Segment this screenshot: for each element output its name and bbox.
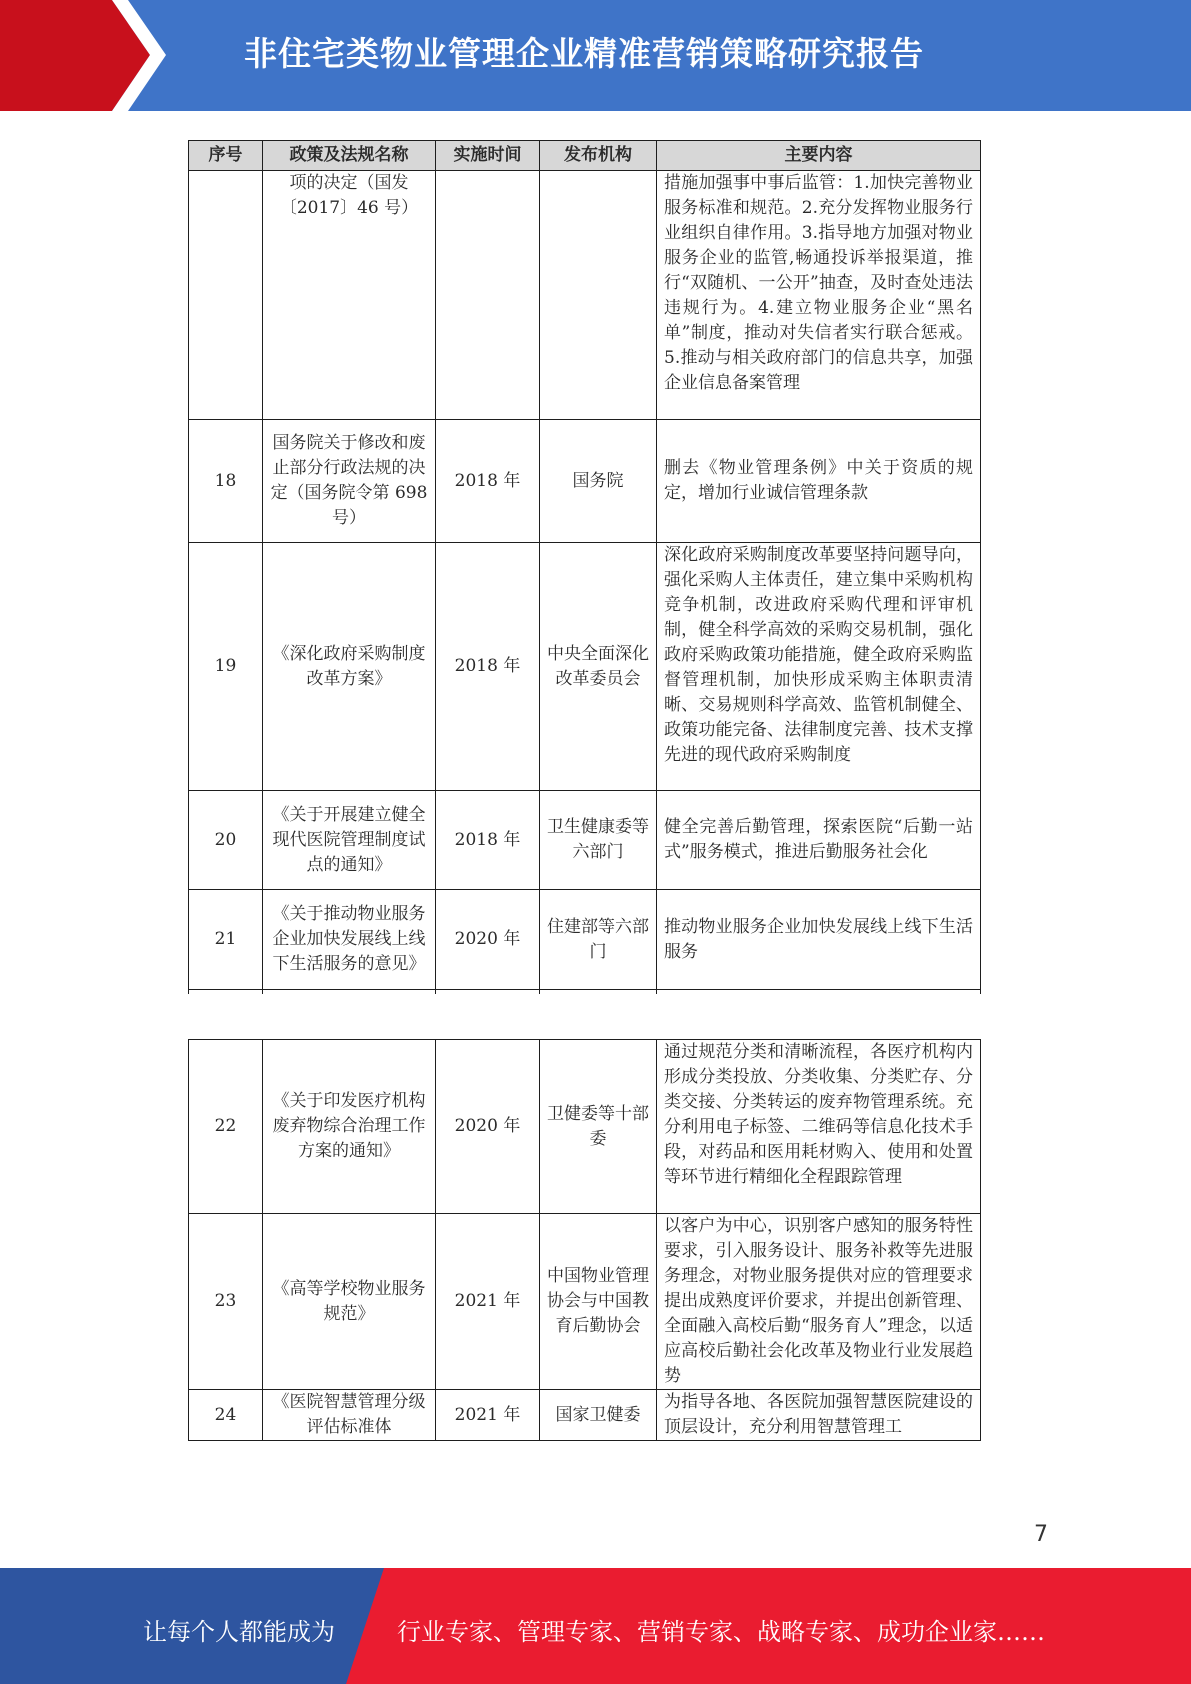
effective-year [436, 171, 540, 420]
column-header-time: 实施时间 [436, 141, 540, 171]
main-content: 以客户为中心，识别客户感知的服务特性要求，引入服务设计、服务补救等先进服务理念，对物业服务提供对应的管理要求提出成熟度评价要求，并提出创新管理、全面融入高校后勤“服务育人”理念，以适应高校后勤社会化改革及物业行业发展趋势 [657, 1214, 981, 1390]
main-content: 深化政府采购制度改革要坚持问题导向，强化采购人主体责任，建立集中采购机构竞争机制，改进政府采购代理和评审机制，健全科学高效的采购交易机制，强化政府采购政策功能措施，健全政府采购监督管理机制，加快形成采购主体职责清晰、交易规则科学高效、监管机制健全、政策功能完备、法律制度完善、技术支撑先进的现代政府采购制度 [657, 543, 981, 791]
row-number: 22 [189, 1040, 263, 1214]
table-row [189, 171, 981, 420]
effective-year: 2020 年 [436, 1040, 540, 1214]
issuing-body: 国家卫健委 [540, 1390, 657, 1441]
column-header-no: 序号 [189, 141, 263, 171]
issuing-body [540, 171, 657, 420]
footer-banner [0, 1568, 1191, 1684]
table-continuation-stub [189, 990, 981, 995]
policy-table-part-2 [188, 1039, 981, 1441]
table-header-row [189, 141, 981, 171]
header-banner [0, 0, 1191, 111]
main-content: 为指导各地、各医院加强智慧医院建设的顶层设计，充分利用智慧管理工 [657, 1390, 981, 1441]
policy-name: 《高等学校物业服务规范》 [263, 1214, 436, 1390]
policy-name: 《关于推动物业服务企业加快发展线上线下生活服务的意见》 [263, 890, 436, 990]
policy-table-part-1 [188, 140, 981, 994]
footer-slogan-left: 让每个人都能成为 [143, 1618, 335, 1646]
table-row [189, 1214, 981, 1390]
table-row [189, 1040, 981, 1214]
column-header-org: 发布机构 [540, 141, 657, 171]
table-row [189, 543, 981, 791]
policy-name: 《医院智慧管理分级评估标准体 [263, 1390, 436, 1441]
issuing-body: 中国物业管理协会与中国教育后勤协会 [540, 1214, 657, 1390]
main-content: 措施加强事中事后监管：1.加快完善物业服务标准和规范。2.充分发挥物业服务行业组织自律作用。3.指导地方加强对物业服务企业的监管,畅通投诉举报渠道，推行“双随机、一公开”抽查，及时查处违法违规行为。4.建立物业服务企业“黑名单”制度，推动对失信者实行联合惩戒。5.推动与相关政府部门的信息共享，加强企业信息备案管理 [657, 171, 981, 420]
row-number: 24 [189, 1390, 263, 1441]
policy-name: 项的决定（国发〔2017〕46 号） [263, 171, 436, 420]
effective-year: 2021 年 [436, 1390, 540, 1441]
policy-name: 《关于印发医疗机构废弃物综合治理工作方案的通知》 [263, 1040, 436, 1214]
main-content: 健全完善后勤管理，探索医院“后勤一站式”服务模式，推进后勤服务社会化 [657, 791, 981, 890]
effective-year: 2020 年 [436, 890, 540, 990]
main-content: 通过规范分类和清晰流程，各医疗机构内形成分类投放、分类收集、分类贮存、分类交接、分类转运的废弃物管理系统。充分利用电子标签、二维码等信息化技术手段，对药品和医用耗材购入、使用和处置等环节进行精细化全程跟踪管理 [657, 1040, 981, 1214]
table-row [189, 1390, 981, 1441]
main-content: 推动物业服务企业加快发展线上线下生活服务 [657, 890, 981, 990]
policy-name: 《关于开展建立健全现代医院管理制度试点的通知》 [263, 791, 436, 890]
effective-year: 2018 年 [436, 791, 540, 890]
effective-year: 2021 年 [436, 1214, 540, 1390]
issuing-body: 中央全面深化改革委员会 [540, 543, 657, 791]
table-row [189, 890, 981, 990]
column-header-content: 主要内容 [657, 141, 981, 171]
row-number: 20 [189, 791, 263, 890]
table-row [189, 791, 981, 890]
row-number: 23 [189, 1214, 263, 1390]
effective-year: 2018 年 [436, 543, 540, 791]
footer-slogan-right: 行业专家、管理专家、营销专家、战略专家、成功企业家…… [397, 1618, 1045, 1646]
row-number: 21 [189, 890, 263, 990]
issuing-body: 住建部等六部门 [540, 890, 657, 990]
effective-year: 2018 年 [436, 420, 540, 543]
policy-name: 《深化政府采购制度改革方案》 [263, 543, 436, 791]
table-row [189, 420, 981, 543]
column-header-name: 政策及法规名称 [263, 141, 436, 171]
row-number: 19 [189, 543, 263, 791]
issuing-body: 国务院 [540, 420, 657, 543]
row-number: 18 [189, 420, 263, 543]
issuing-body: 卫健委等十部委 [540, 1040, 657, 1214]
report-title: 非住宅类物业管理企业精准营销策略研究报告 [244, 34, 924, 73]
main-content: 删去《物业管理条例》中关于资质的规定，增加行业诚信管理条款 [657, 420, 981, 543]
issuing-body: 卫生健康委等六部门 [540, 791, 657, 890]
row-number [189, 171, 263, 420]
policy-name: 国务院关于修改和废止部分行政法规的决定（国务院令第 698 号） [263, 420, 436, 543]
page-number: 7 [1034, 1522, 1048, 1547]
